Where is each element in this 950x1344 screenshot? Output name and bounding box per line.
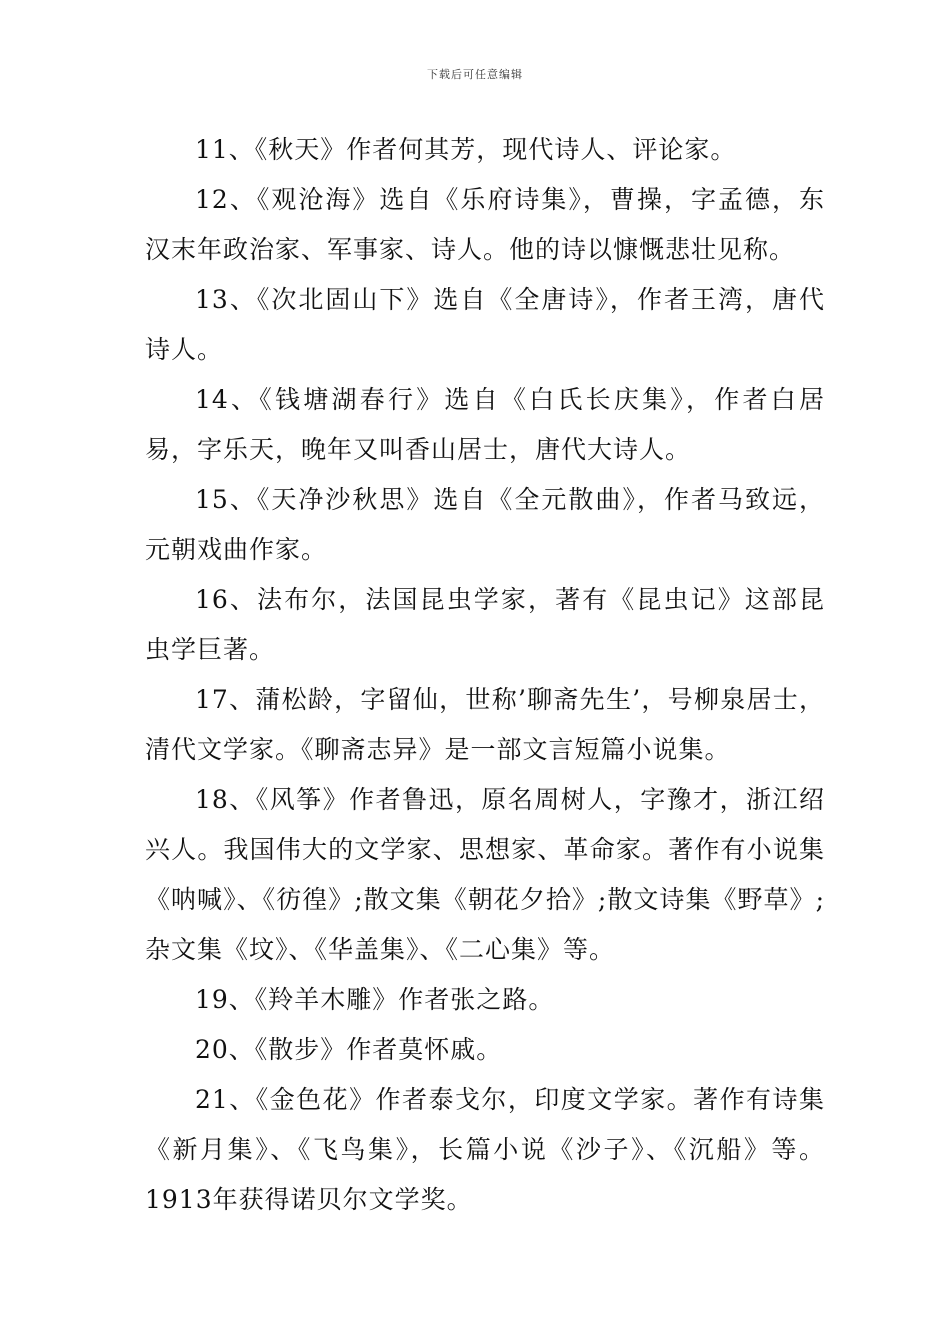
page-header: 下载后可任意编辑: [427, 68, 523, 81]
paragraph-20: 20、《散步》作者莫怀戚。: [195, 1035, 503, 1064]
paragraph-13: 13、《次北固山下》选自《全唐诗》，作者王湾，唐代诗人。: [145, 285, 825, 364]
paragraph-21: 21、《金色花》作者泰戈尔，印度文学家。著作有诗集《新月集》、《飞鸟集》，长篇小说《沙子》、《沉船》等。1913年获得诺贝尔文学奖。: [145, 1085, 825, 1214]
paragraph-12: 12、《观沧海》选自《乐府诗集》，曹操，字孟德，东汉末年政治家、军事家、诗人。他的诗以慷慨悲壮见称。: [145, 185, 825, 264]
paragraph-11: 11、《秋天》作者何其芳，现代诗人、评论家。: [195, 135, 737, 164]
paragraph-17: 17、蒲松龄，字留仙，世称’聊斋先生’，号柳泉居士，清代文学家。《聊斋志异》是一部文言短篇小说集。: [145, 685, 825, 764]
paragraph-19: 19、《羚羊木雕》作者张之路。: [195, 985, 555, 1014]
paragraph-16: 16、法布尔，法国昆虫学家，著有《昆虫记》这部昆虫学巨著。: [145, 585, 825, 664]
paragraph-14: 14、《钱塘湖春行》选自《白氏长庆集》，作者白居易，字乐天，晚年又叫香山居士，唐代大诗人。: [145, 385, 825, 464]
paragraph-18: 18、《风筝》作者鲁迅，原名周树人，字豫才，浙江绍兴人。我国伟大的文学家、思想家、革命家。著作有小说集《呐喊》、《彷徨》;散文集《朝花夕拾》;散文诗集《野草》;杂文集《坟》、《华盖集》、《二心集》等。: [145, 785, 825, 964]
paragraph-15: 15、《天净沙秋思》选自《全元散曲》，作者马致远，元朝戏曲作家。: [145, 485, 825, 564]
document-body: [145, 125, 825, 1225]
